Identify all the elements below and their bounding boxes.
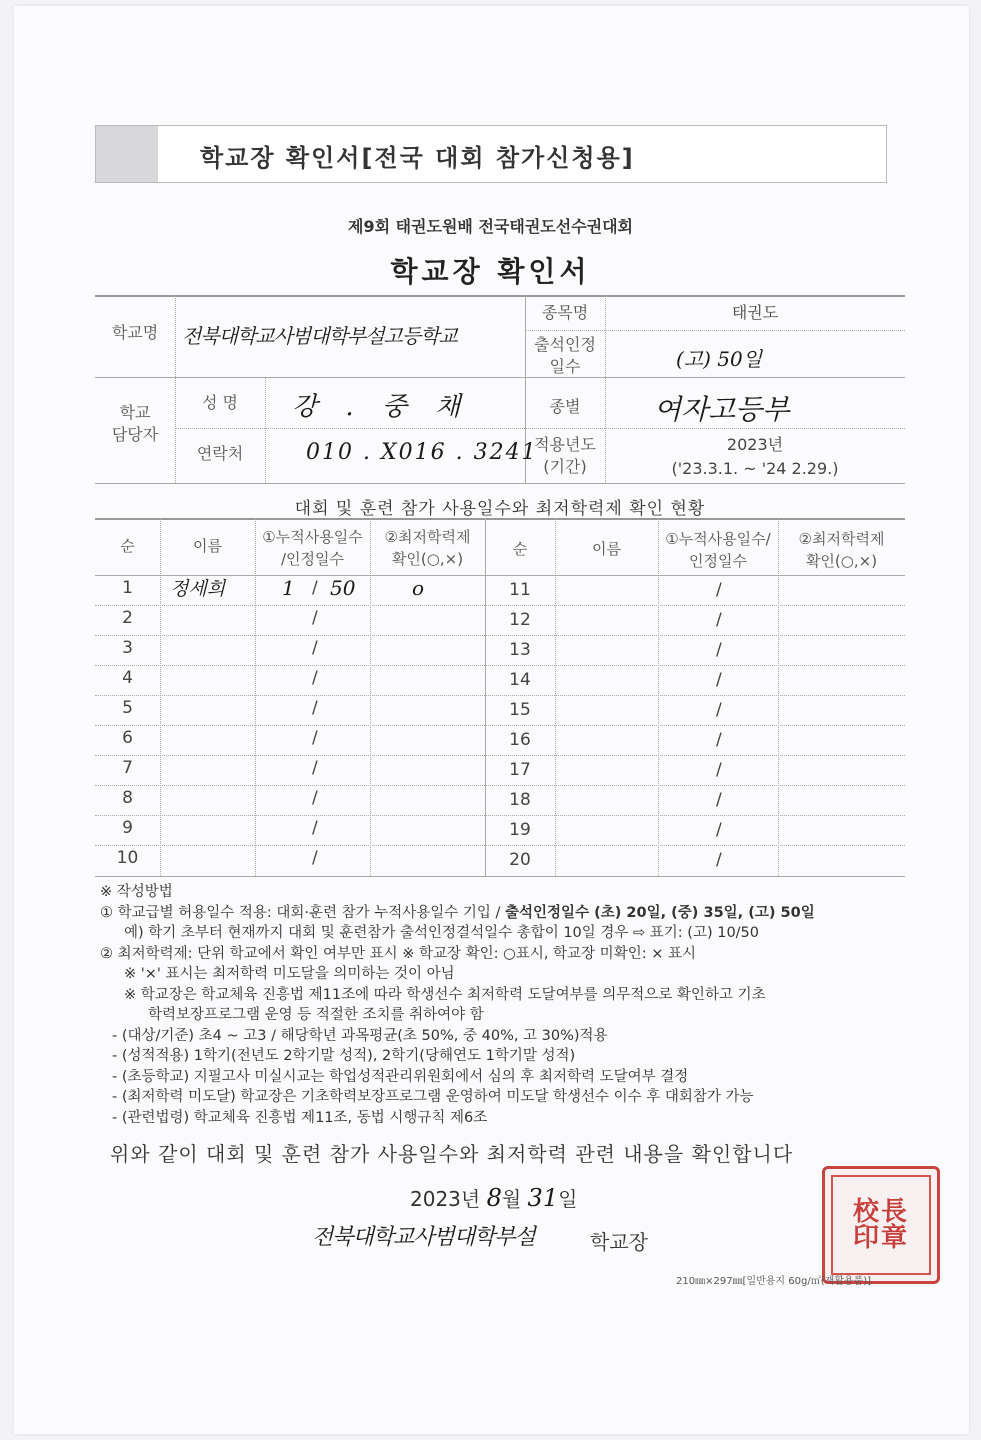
row-number: 18: [509, 790, 531, 810]
row-name-handwritten: 정세희: [170, 578, 226, 600]
row-slash: /: [716, 790, 722, 810]
row-number: 9: [122, 818, 133, 838]
note-detail-2: - (성적적용) 1학기(전년도 2학기말 성적), 2학기(당해연도 1학기말 성적): [112, 1048, 576, 1064]
header-name-left: 이름: [193, 537, 222, 555]
event-label: 종목명: [541, 303, 589, 322]
school-name-handwritten: 전북대학교사범대학부설고등학교: [182, 324, 457, 348]
row-slash: /: [312, 848, 318, 868]
row-number: 2: [122, 608, 133, 628]
gender-value-handwritten: 여자고등부: [654, 393, 790, 426]
banner-title: 학교장 확인서[전국 대회 참가신청용]: [200, 144, 635, 172]
row-slash: /: [716, 580, 722, 600]
row-number: 1: [122, 578, 133, 598]
header-check-right: ②최저학력제 확인(○,×): [798, 530, 885, 570]
note-2-sub-2: ※ 학교장은 학교체육 진흥법 제11조에 따라 학생선수 최저학력 도달여부를 의무적으로 확인하고 기초: [124, 986, 766, 1003]
note-1: ① 학교급별 허용일수 적용: 대회·훈련 참가 누적사용일수 기입 / 출석인정일수 (초) 20일, (중) 35일, (고) 50일: [100, 904, 815, 921]
row-number: 10: [116, 848, 139, 868]
official-seal-stamp: 校長 印章: [822, 1166, 940, 1284]
competition-name: 제9회 태권도원배 전국태권도선수권대회: [347, 217, 634, 236]
row-slash: /: [716, 640, 722, 660]
manager-label: 학교 담당자: [111, 403, 159, 444]
paper-spec-note: 210㎜×297㎜[일반용지 60g/㎡(재활용품)]: [676, 1276, 872, 1287]
row-number: 6: [122, 728, 133, 748]
instructions-notes: [100, 882, 920, 1128]
date-month-handwritten: 8: [486, 1184, 502, 1212]
row-slash: /: [312, 698, 318, 718]
row-number: 12: [509, 610, 531, 630]
row-slash: /: [716, 670, 722, 690]
header-usage-right: ①누적사용일수/ 인정일수: [665, 530, 771, 570]
row-slash: /: [716, 610, 722, 630]
row-slash: /: [312, 818, 318, 838]
school-label: 학교명: [111, 323, 159, 342]
year-label: 적용년도 (기간): [534, 435, 596, 476]
signing-date: 2023년 8월 31일: [410, 1184, 578, 1212]
row-slash: /: [312, 638, 318, 658]
attendance-label: 출석인정 일수: [534, 335, 596, 376]
date-day-handwritten: 31: [527, 1184, 559, 1212]
banner-tab: [96, 126, 158, 182]
row-slash: /: [716, 820, 722, 840]
row-slash: /: [312, 668, 318, 688]
section-title: 대회 및 훈련 참가 사용일수와 최저학력제 확인 현황: [294, 499, 706, 519]
row-allowed-days: 50: [330, 576, 356, 600]
row-slash: /: [312, 728, 318, 748]
header-check-left: ②최저학력제 확인(○,×): [384, 528, 471, 568]
note-detail-1: - (대상/기준) 초4 ~ 고3 / 해당학년 과목평균(초 50%, 중 40%, 고 30%)적용: [112, 1027, 608, 1044]
note-detail-4: - (최저학력 미도달) 학교장은 기초학력보장프로그램 운영하여 미도달 학생선수 이수 후 대회참가 가능: [112, 1089, 754, 1105]
row-number: 16: [509, 730, 531, 750]
row-number: 3: [122, 638, 133, 658]
contact-value-handwritten: 010 . X016 . 3241: [306, 440, 538, 465]
year-value: 2023년: [726, 435, 784, 454]
row-slash: /: [716, 700, 722, 720]
row-number: 15: [509, 700, 531, 720]
row-slash: /: [312, 758, 318, 778]
row-used-days: 1: [282, 576, 295, 600]
header-name-right: 이름: [592, 540, 621, 558]
row-number: 7: [122, 758, 133, 778]
note-2: ② 최저학력제: 단위 학교에서 확인 여부만 표시 ※ 학교장 확인: ○표시, 학교장 미확인: × 표시: [100, 945, 696, 962]
event-value: 태권도: [731, 303, 779, 322]
row-number: 19: [509, 820, 531, 840]
row-number: 13: [509, 640, 531, 660]
gender-label: 종별: [549, 397, 581, 416]
header-no-right: 순: [512, 540, 528, 558]
notes-heading: ※ 작성방법: [100, 884, 173, 900]
period-value: ('23.3.1. ~ '24 2.29.): [671, 459, 839, 478]
confirmation-statement: 위와 같이 대회 및 훈련 참가 사용일수와 최저학력 관련 내용을 확인합니다: [110, 1142, 794, 1166]
row-slash: /: [716, 730, 722, 750]
header-usage-left: ①누적사용일수 /인정일수: [262, 528, 363, 568]
row-number: 8: [122, 788, 133, 808]
principal-signature: 전북대학교사범대학부설: [312, 1225, 535, 1250]
row-number: 20: [509, 850, 531, 870]
note-1-example: 예) 학기 초부터 현재까지 대회 및 훈련참가 출석인정결석일수 총합이 10일 경우 ⇨ 표기: (고) 10/50: [124, 925, 760, 941]
note-2-sub-2-cont: 학력보장프로그램 운영 등 적절한 조치를 취하여야 함: [148, 1007, 484, 1023]
row-check-mark: o: [412, 576, 425, 600]
row-slash: /: [312, 788, 318, 808]
contact-label: 연락처: [196, 444, 244, 463]
attendance-value-handwritten: (고) 50일: [676, 347, 763, 371]
row-slash: /: [312, 578, 318, 598]
row-number: 14: [509, 670, 531, 690]
note-2-sub-1: ※ '×' 표시는 최저학력 미도달을 의미하는 것이 아님: [124, 966, 455, 982]
row-number: 4: [122, 668, 133, 688]
note-detail-3: - (초등학교) 지필고사 미실시교는 학업성적관리위원회에서 심의 후 최저학력 도달여부 결정: [112, 1068, 689, 1085]
header-no-left: 순: [120, 537, 135, 555]
row-number: 5: [122, 698, 133, 718]
row-slash: /: [716, 760, 722, 780]
principal-title: 학교장: [590, 1230, 648, 1254]
row-slash: /: [312, 608, 318, 628]
row-slash: /: [716, 850, 722, 870]
document-title: 학교장 확인서: [390, 255, 591, 288]
row-number: 11: [509, 580, 531, 600]
manager-name-handwritten: 강 . 중 채: [292, 392, 471, 422]
name-label: 성 명: [202, 393, 238, 412]
document-banner: [95, 125, 887, 183]
note-detail-5: - (관련법령) 학교체육 진흥법 제11조, 동법 시행규칙 제6조: [112, 1109, 488, 1126]
row-number: 17: [509, 760, 531, 780]
